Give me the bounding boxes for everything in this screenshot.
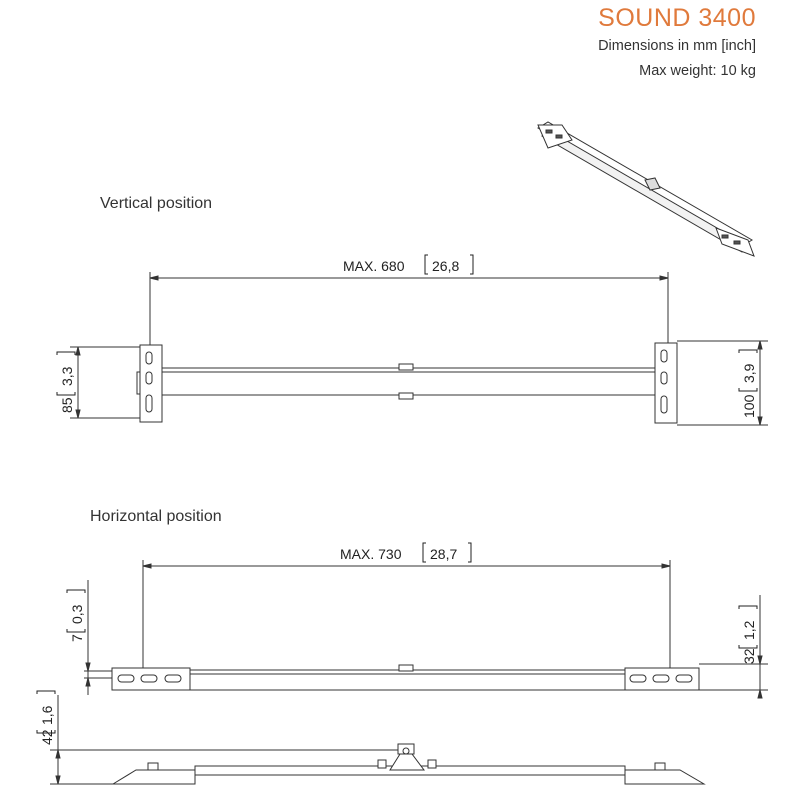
product-title: SOUND 3400: [598, 4, 756, 32]
vertical-right-height-inch: 3,9: [741, 363, 757, 383]
dimensions-note: Dimensions in mm [inch]: [598, 38, 756, 54]
horizontal-width-mm: MAX. 730: [340, 546, 402, 562]
horizontal-width-inch: 28,7: [430, 546, 458, 562]
vertical-left-height-mm: 85: [59, 397, 75, 413]
side-elevation-drawing: [50, 695, 704, 784]
horizontal-position-drawing: [84, 560, 768, 698]
max-weight-note: Max weight: 10 kg: [639, 63, 756, 79]
horizontal-right-height-inch: 1,2: [741, 620, 757, 640]
horizontal-right-height-mm: 32: [741, 648, 757, 664]
vertical-right-height-mm: 100: [741, 394, 757, 418]
horizontal-position-label: Horizontal position: [90, 508, 222, 525]
vertical-width-inch: 26,8: [432, 258, 460, 274]
vertical-width-mm: MAX. 680: [343, 258, 405, 274]
side-height-inch: 1,6: [39, 705, 55, 725]
horizontal-left-offset-inch: 0,3: [69, 604, 85, 624]
side-height-mm: 42: [39, 729, 55, 745]
horizontal-left-offset-mm: 7: [69, 634, 85, 642]
product-perspective-view: [538, 122, 754, 256]
vertical-left-height-inch: 3,3: [59, 366, 75, 386]
vertical-position-drawing: [70, 272, 768, 425]
vertical-position-label: Vertical position: [100, 195, 213, 212]
